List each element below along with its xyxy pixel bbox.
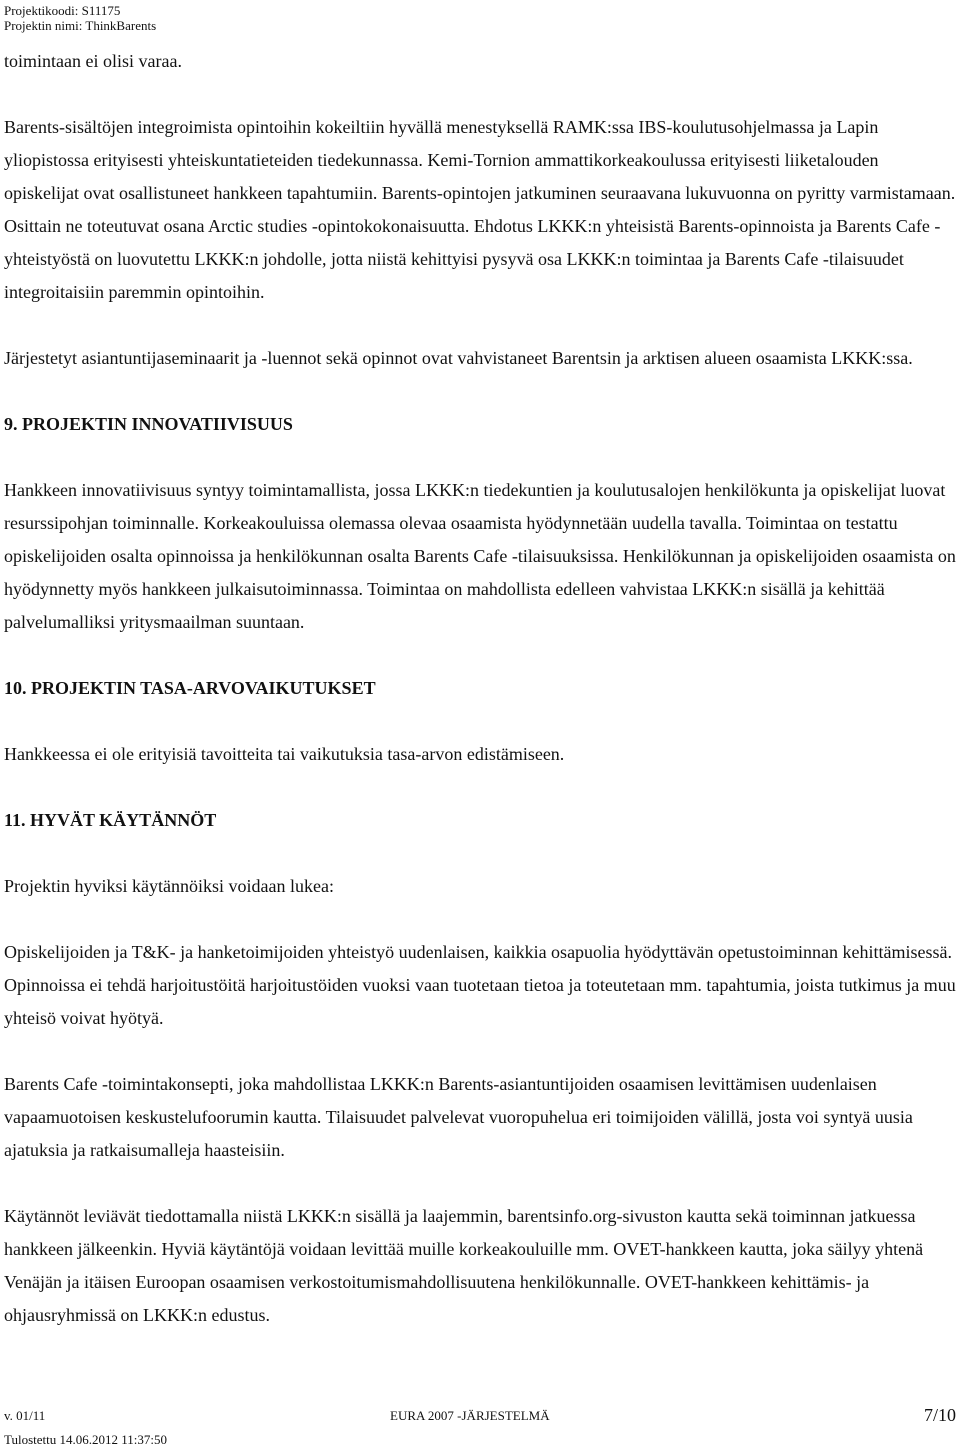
paragraph: toimintaan ei olisi varaa. bbox=[4, 51, 182, 71]
project-name: Projektin nimi: ThinkBarents bbox=[4, 18, 157, 33]
section-heading: 9. PROJEKTIN INNOVATIIVISUUS bbox=[4, 414, 293, 434]
version-label: v. 01/11 bbox=[4, 1408, 46, 1423]
section-heading: 11. HYVÄT KÄYTÄNNÖT bbox=[4, 810, 217, 830]
page-header bbox=[4, 3, 156, 33]
paragraph: Hankkeen innovatiivisuus syntyy toimintamallista, jossa LKKK:n tiedekuntien ja koulutusalojen henkilökunta ja opiskelijat luovat resurssipohjan toiminnalle. Korkeakouluissa olemassa olevaa osaamista hyödynnetään uudella tavalla. Toimintaa on testattu opiskelijoiden osalta opinnoissa ja henkilökunnan osalta Barents Cafe -tilaisuuksissa. Henkilökunnan ja opiskelijoiden osaamista on hyödynnetty myös hankkeen julkaisutoiminnassa. Toimintaa on mahdollista edelleen vahvistaa LKKK:n sisällä ja kehittää palvelumalliksi yritysmaailman suuntaan. bbox=[4, 480, 956, 632]
paragraph: Barents Cafe -toimintakonsepti, joka mahdollistaa LKKK:n Barents-asiantuntijoiden osaamisen levittämisen uudenlaisen vapaamuotoisen keskustelufoorumin kautta. Tilaisuudet palvelevat vuoropuhelua eri toimijoiden välillä, josta voi syntyä uusia ajatuksia ja ratkaisumalleja haasteisiin. bbox=[4, 1074, 913, 1160]
project-code: Projektikoodi: S11175 bbox=[4, 3, 121, 18]
paragraph: Hankkeessa ei ole erityisiä tavoitteita tai vaikutuksia tasa-arvon edistämiseen. bbox=[4, 744, 565, 764]
paragraph: Opiskelijoiden ja T&K- ja hanketoimijoiden yhteistyö uudenlaisen, kaikkia osapuolia hyödyttävän opetustoiminnan kehittämisessä. Opinnoissa ei tehdä harjoitustöitä harjoitustöiden vuoksi vaan tuotetaan tietoa ja toteutetaan mm. tapahtumia, joista tutkimus ja muu yhteisö voivat hyötyä. bbox=[4, 942, 956, 1028]
section-heading: 10. PROJEKTIN TASA-ARVOVAIKUTUKSET bbox=[4, 678, 376, 698]
paragraph: Barents-sisältöjen integroimista opintoihin kokeiltiin hyvällä menestyksellä RAMK:ssa IBS-koulutusohjelmassa ja Lapin yliopistossa erityisesti yhteiskuntatieteiden tiedekunnassa. Kemi-Tornion ammattikorkeakoulussa erityisesti liiketalouden opiskelijat ovat osallistuneet hankkeen tapahtumiin. Barents-opintojen jatkuminen seuraavana lukuvuonna on pyritty varmistamaan. Osittain ne toteutuvat osana Arctic studies -opintokokonaisuutta. Ehdotus LKKK:n yhteisistä Barents-opinnoista ja Barents Cafe -yhteistyöstä on luovutettu LKKK:n johdolle, jotta niistä kehittyisi pysyvä osa LKKK:n toimintaa ja Barents Cafe -tilaisuudet integroitaisiin paremmin opintoihin. bbox=[4, 117, 956, 302]
system-label: EURA 2007 -JÄRJESTELMÄ bbox=[390, 1408, 550, 1423]
paragraph: Projektin hyviksi käytännöiksi voidaan lukea: bbox=[4, 876, 334, 896]
paragraph: Käytännöt leviävät tiedottamalla niistä LKKK:n sisällä ja laajemmin, barentsinfo.org-sivuston kautta sekä toiminnan jatkuessa hankkeen jälkeenkin. Hyviä käytäntöjä voidaan levittää muille korkeakouluille mm. OVET-hankkeen kautta, joka säilyy yhtenä Venäjän ja itäisen Euroopan osaamisen verkostoitumismahdollisuutena henkilökunnalle. OVET-hankkeen kehittämis- ja ohjausryhmissä on LKKK:n edustus. bbox=[4, 1206, 924, 1325]
paragraph: Järjestetyt asiantuntijaseminaarit ja -luennot sekä opinnot ovat vahvistaneet Barentsin ja arktisen alueen osaamista LKKK:ssa. bbox=[4, 348, 913, 368]
document-body bbox=[4, 45, 956, 1332]
page-number: 7/10 bbox=[923, 1405, 956, 1425]
page-footer bbox=[4, 1404, 956, 1449]
printed-timestamp: Tulostettu 14.06.2012 11:37:50 bbox=[4, 1432, 168, 1447]
